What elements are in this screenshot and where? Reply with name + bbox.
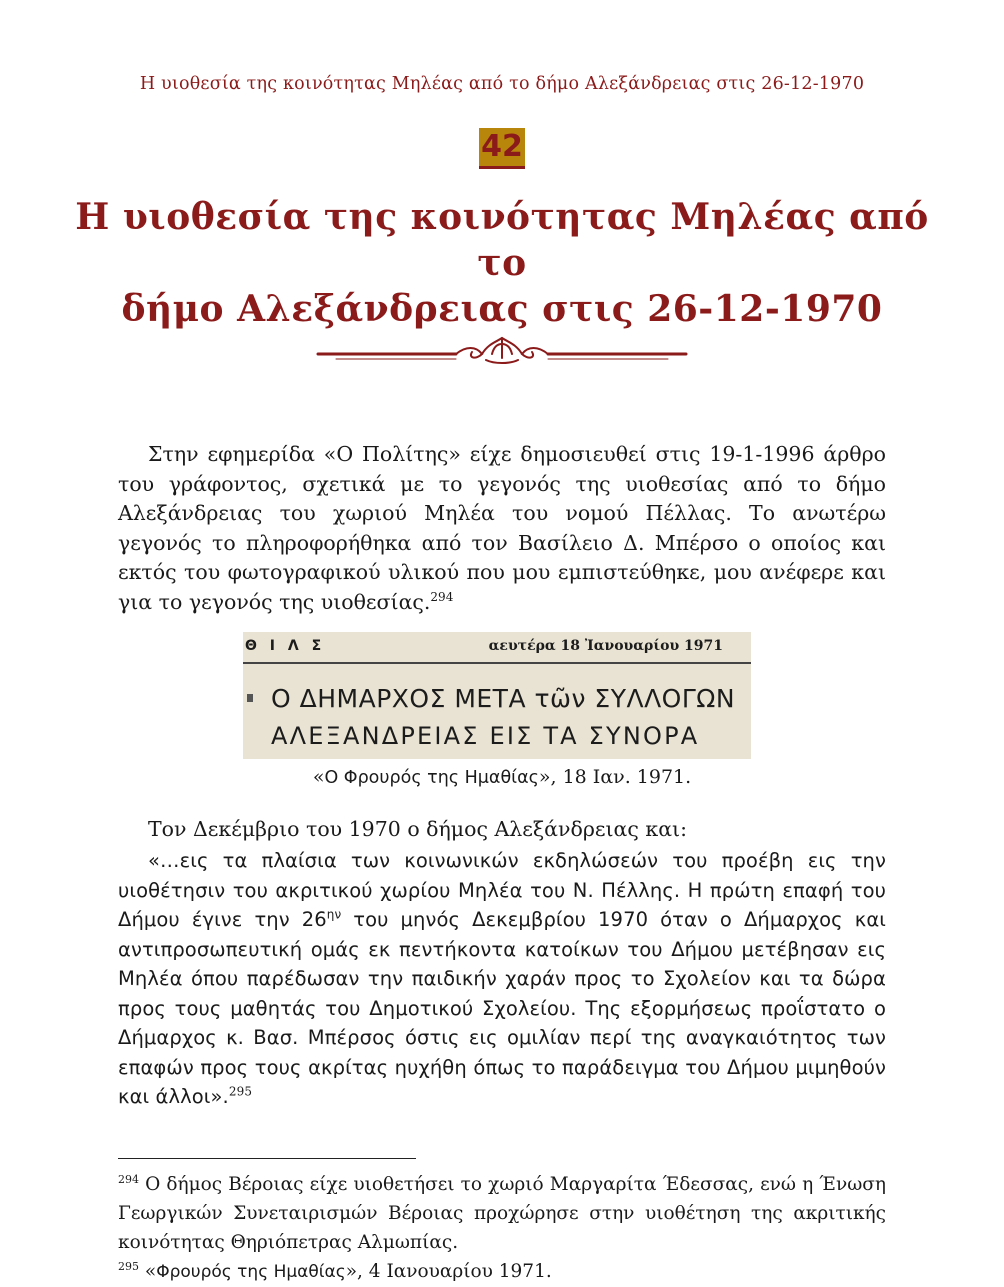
caption-newspaper-name: Ο Φρουρός της Ημαθίας bbox=[324, 768, 539, 788]
clipping-margin-mark bbox=[247, 694, 253, 702]
footnote-ref-295[interactable]: 295 bbox=[228, 1084, 253, 1099]
paragraph-1 bbox=[118, 440, 886, 617]
footnote-295-open: « bbox=[139, 1261, 157, 1282]
clipping-rule bbox=[243, 662, 751, 664]
clipping-masthead-date: αευτέρα 18 Ἰανουαρίου 1971 bbox=[488, 638, 723, 654]
footnote-ref-294[interactable]: 294 bbox=[430, 589, 454, 604]
clipping-headline-1: Ο ΔΗΜΑΡΧΟΣ ΜΕΤΑ τῶν ΣΥΛΛΟΓΩΝ bbox=[271, 684, 736, 713]
chapter-title-line-2: δήμο Αλεξάνδρειας στις 26-12-1970 bbox=[121, 288, 883, 330]
chapter-title-line-1: Η υιοθεσία της κοινότητας Μηλέας από το bbox=[75, 196, 929, 284]
footnote-295-newspaper-name: Φρουρός της Ημαθίας bbox=[156, 1262, 346, 1282]
paragraph-2-text: Τον Δεκέμβριο του 1970 ο δήμος Αλεξάνδρειας και: bbox=[148, 817, 687, 841]
footnote-295-number: 295 bbox=[118, 1259, 139, 1273]
quote-text-1: «…εις τα πλαίσια των κοινωνικών εκδηλώσεών του προέβη εις την υιοθέτησιν του ακριτικού χωρίου Μηλέα του Ν. Πέλλης. Η πρώτη επαφή του Δήμου έγινε την 26 bbox=[118, 849, 886, 931]
caption-date: », 18 Ιαν. 1971. bbox=[538, 766, 692, 788]
footnotes bbox=[118, 1170, 886, 1287]
running-head: Η υιοθεσία της κοινότητας Μηλέας από το δήμο Αλεξάνδρειας στις 26-12-1970 bbox=[139, 74, 865, 94]
caption-open: « bbox=[312, 766, 325, 788]
footnote-rule bbox=[118, 1158, 416, 1159]
ornament-divider-icon bbox=[316, 334, 688, 370]
chapter-title bbox=[60, 194, 944, 332]
footnote-295-date: », 4 Ιανουαρίου 1971. bbox=[345, 1261, 552, 1282]
paragraph-2 bbox=[118, 815, 886, 845]
paragraph-1-text: Στην εφημερίδα «Ο Πολίτης» είχε δημοσιευθεί στις 19-1-1996 άρθρο του γράφοντος, σχετικά με το γεγονός της υιοθεσίας από το δήμο Αλεξάνδρειας του χωριού Μηλέα του νομού Πέλλας. Το ανωτέρω γεγονός το πληροφορήθηκα από τον Βασίλειο Δ. Μπέρσο ο οποίος και εκτός του φωτογραφικού υλικού που μου εμπιστεύθηκε, μου ανέφερε και για το γεγονός της υιοθεσίας. bbox=[118, 442, 886, 614]
clipping-headline-2: ΑΛΕΞΑΝΔΡΕΙΑΣ ΕΙΣ ΤΑ ΣΥΝΟΡΑ bbox=[271, 722, 700, 750]
footnote-294-text: Ο δήμος Βέροιας είχε υιοθετήσει το χωριό Μαργαρίτα Έδεσσας, ενώ η Ένωση Γεωργικών Συνεταιρισμών Βέροιας προχώρησε στην υιοθέτηση της ακριτικής κοινότητας Θηριόπετρας Αλμωπίας. bbox=[118, 1174, 886, 1253]
clipping-masthead-left: Θ Ι Λ Σ bbox=[245, 638, 326, 654]
footnote-295 bbox=[118, 1257, 886, 1287]
chapter-number-label: 42 bbox=[479, 128, 525, 169]
clipping-caption bbox=[0, 766, 1004, 788]
block-quote bbox=[118, 846, 886, 1112]
quote-text-2: του μηνός Δεκεμβρίου 1970 όταν ο Δήμαρχος και αντιπροσωπευτική ομάς εκ πεντήκοντα κατοίκων του Δήμου μετέβησαν εις Μηλέα όπου παρέδωσαν την παιδικήν χαράν προς το Σχολείον και τα δώρα προς τους μαθητάς του Δημοτικού Σχολείου. Της εξορμήσεως προΐστατο ο Δήμαρχος κ. Βασ. Μπέρσος όστις εις ομιλίαν περί της αναγκαιότητος των επαφών προς τους ακρίτας ηυχήθη όπως το παράδειγμα του Δήμου μιμηθούν και άλλοι». bbox=[118, 908, 886, 1108]
newspaper-clipping bbox=[243, 632, 751, 759]
footnote-294-number: 294 bbox=[118, 1172, 139, 1186]
chapter-number bbox=[0, 128, 1004, 169]
quote-ordinal: ην bbox=[326, 907, 342, 922]
footnote-294 bbox=[118, 1170, 886, 1257]
